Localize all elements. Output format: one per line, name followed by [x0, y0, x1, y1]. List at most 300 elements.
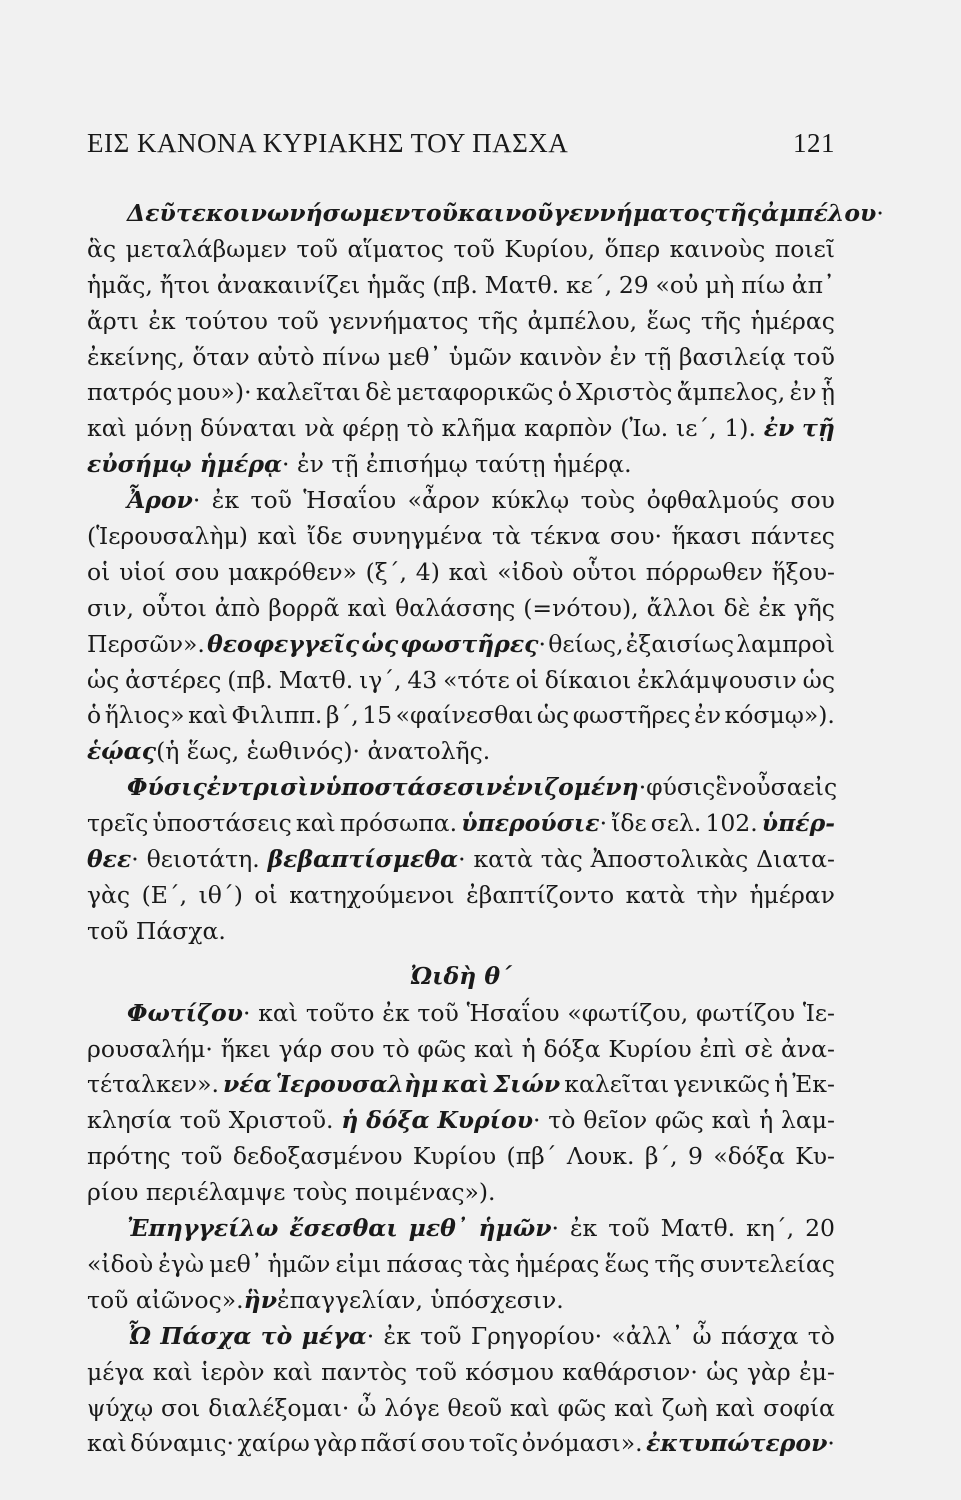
page-number: 121 [793, 128, 835, 158]
word: τὸ [260, 1321, 293, 1350]
text-line [87, 1103, 835, 1139]
word: Κυρίου· [437, 1106, 541, 1135]
word: τῇ [802, 414, 835, 443]
word: Πάσχα [160, 1321, 252, 1350]
word: ἐν [206, 773, 238, 802]
word: τοῦ [608, 1214, 650, 1243]
word: ἔσεσθαι [289, 1214, 398, 1243]
word: δόξα [366, 1106, 430, 1135]
text-line [87, 770, 838, 806]
word: ἄλλοι [646, 593, 716, 622]
word: πίνω [322, 342, 381, 371]
word: θεε· [87, 845, 139, 874]
text-line [87, 1355, 835, 1391]
text-line [87, 1247, 835, 1283]
word: Λουκ. [566, 1142, 635, 1171]
word: ἡμᾶς, [87, 270, 153, 299]
word: μέγα· [301, 1321, 375, 1350]
word: καὶ [711, 1106, 752, 1135]
word: κλησία [87, 1106, 172, 1135]
word: λαμπροὶ [736, 629, 835, 658]
word: τοῦ [296, 234, 338, 263]
word: μεθ᾿ [209, 1249, 263, 1278]
word: θεοῦ [447, 1393, 503, 1422]
word: καὶ [295, 809, 336, 838]
text-line [87, 1391, 835, 1427]
word: οὗτοι [572, 557, 638, 586]
word: θείως, [548, 629, 624, 658]
word: φέρῃ [342, 414, 399, 443]
word: Περσῶν». [87, 629, 205, 658]
word: μεταφορικῶς [396, 378, 554, 407]
word: (Ἰω. [620, 414, 669, 443]
text-line [87, 483, 835, 519]
word: ἑνιζομένη· [502, 773, 647, 802]
running-header [87, 128, 835, 172]
text-line [87, 268, 835, 304]
word: πρόσωπα. [339, 809, 458, 838]
word: σου [790, 486, 835, 515]
word: Ὦ [127, 1321, 152, 1350]
word: ἡμέρας [750, 306, 835, 335]
word: δύναται [200, 414, 297, 443]
word: δὲ [723, 593, 751, 622]
word: βορρᾶ [268, 593, 340, 622]
text-line [87, 1067, 835, 1103]
word: καὶ [509, 1393, 550, 1422]
word: ἡμῶν· [478, 1214, 559, 1243]
word: ὑπέρ- [761, 809, 835, 838]
word: πρότης [87, 1142, 171, 1171]
word: ἀνακαινίζει [216, 270, 361, 299]
word: 102. [705, 809, 758, 838]
word: οἱ [515, 665, 539, 694]
word: συνηγμένα [352, 522, 483, 551]
word: Φιλιππ. [231, 701, 323, 730]
word: τέταλκεν». [87, 1070, 219, 1099]
word: πάσχα [721, 1321, 799, 1350]
word: τοῦ [453, 234, 495, 263]
word: ἓν [715, 773, 743, 802]
word: ἥκασι [671, 522, 742, 551]
word: κόσμῳ»). [724, 701, 835, 730]
word: «τότε [443, 665, 510, 694]
word: φωτίζου [695, 998, 795, 1027]
word: Γρηγορίου· [470, 1321, 603, 1350]
word: σου [330, 1034, 375, 1063]
word: ἐπὶ [699, 1034, 737, 1063]
text-line [87, 411, 835, 447]
word: νὰ [304, 414, 335, 443]
word: καὶ [473, 1034, 514, 1063]
word: ὡς [802, 665, 835, 694]
word: Ματθ. [484, 270, 560, 299]
word: β΄, [644, 1142, 678, 1171]
word: ὑπερούσιε· [461, 809, 608, 838]
word: Ἀποστολικὰς [590, 845, 749, 874]
word: πᾶσί [360, 1429, 418, 1458]
word: πόρρωθεν [645, 557, 763, 586]
word: θειοτάτη. [146, 845, 260, 874]
word: (Ἱερουσαλὴμ) [87, 522, 248, 551]
word: ἐν [763, 414, 795, 443]
word: ὡς [536, 701, 570, 730]
word: πάντες [751, 522, 835, 551]
word: τοῦ [420, 1321, 462, 1350]
word: ἀπὸ [214, 593, 261, 622]
word: «φωτίζου, [567, 998, 689, 1027]
text-line [87, 519, 835, 555]
word: ιε΄, [675, 414, 717, 443]
word: τὸ [382, 1034, 410, 1063]
word: ἐν [789, 378, 817, 407]
word: καὶ [257, 522, 298, 551]
word: ὅταν [192, 342, 250, 371]
word: οὗτοι [141, 593, 207, 622]
word: τοῦ [250, 486, 292, 515]
word: τὸ [548, 1106, 576, 1135]
word: (πβ΄ [506, 1142, 557, 1171]
word: ιγ΄, [359, 665, 402, 694]
word: τούτου [185, 306, 268, 335]
word: σιν, [87, 593, 135, 622]
word: χαίρω [237, 1429, 310, 1458]
word: ἡ [521, 1034, 536, 1063]
word: Χριστὸς [576, 378, 673, 407]
word: μεταλάβωμεν [125, 234, 288, 263]
word: πίω [741, 270, 786, 299]
word: μέγα [87, 1357, 145, 1386]
word: ᾗ [820, 378, 835, 407]
word: μεθ᾿ [408, 1214, 468, 1243]
text-line: εὐσήμῳ ἡμέρᾳ · ἐν τῇ ἐπισήμῳ ταύτῃ ἡμέρᾳ. [87, 450, 632, 479]
text-line [87, 806, 835, 842]
word: τοῦτο [305, 998, 375, 1027]
word: ἐκ [383, 1321, 411, 1350]
word: γῆς [793, 593, 835, 622]
word: κε΄, [565, 270, 613, 299]
word: κατὰ [473, 845, 533, 874]
word: αὐτὸ [257, 342, 315, 371]
word: Δεῦτε [127, 199, 206, 227]
word: λόγε [384, 1393, 440, 1422]
word: παντὸς [321, 1357, 408, 1386]
word: φύσις [646, 773, 716, 802]
word: Διατα- [756, 845, 835, 874]
word: ρουσαλήμ· [87, 1034, 213, 1063]
word: «φαίνεσθαι [395, 701, 534, 730]
text-line [87, 698, 835, 734]
word: ἀστέρες [125, 665, 222, 694]
word: ἥλιος» [104, 701, 185, 730]
word: μου»)· [176, 378, 252, 407]
section-heading: Ὠιδὴ θ΄ [410, 961, 512, 990]
word: λαμ- [781, 1106, 835, 1135]
word: ἕως [604, 1249, 650, 1278]
text-line: τοῦ Πάσχα. [87, 916, 226, 945]
word: καὶ [272, 1357, 313, 1386]
word: ἀμπέλου· [761, 199, 884, 227]
word: γάρ [278, 1034, 323, 1063]
word: κη΄, [746, 1214, 795, 1243]
word: γεννήματος [553, 199, 714, 227]
word: καὶ [188, 701, 228, 730]
word: τὸ [406, 414, 434, 443]
word: ὦ [357, 1393, 377, 1422]
word: καὶ [258, 998, 299, 1027]
word: τῆς [654, 1249, 695, 1278]
word: Κυ- [795, 1142, 835, 1171]
word: οἱ [254, 880, 278, 909]
word: ὑμῶν [448, 342, 512, 371]
word: τοὺς [580, 486, 636, 515]
word: τοῖς [468, 1429, 519, 1458]
word: β΄, [325, 701, 359, 730]
text-line [87, 555, 835, 591]
word: ἃς [87, 234, 117, 263]
word: καὶ [448, 557, 489, 586]
word: κοινωνήσωμεν [205, 199, 411, 227]
word: ἴδε [611, 809, 647, 838]
word: Ματθ. [278, 665, 354, 694]
word: ἴδε [306, 522, 343, 551]
word: ἐν [694, 701, 722, 730]
word: φῶς [557, 1393, 607, 1422]
word: καρπὸν [524, 414, 613, 443]
word: Κυρίου [412, 1142, 497, 1171]
word: σοι [160, 1393, 201, 1422]
word: Ἱε- [802, 998, 835, 1027]
word: οἱ [87, 557, 111, 586]
word: τὴν [696, 880, 738, 909]
word: τῇ [644, 342, 672, 371]
text-line [87, 878, 835, 914]
word: ὁ [87, 701, 102, 730]
word: ἡμέρας [515, 1249, 600, 1278]
word: γὰρ [313, 1429, 358, 1458]
word: δύναμις· [130, 1429, 235, 1458]
text-line [87, 340, 835, 376]
word: ἄμπελος, [676, 378, 786, 407]
word: καὶ [614, 1393, 654, 1422]
word: φῶς [655, 1106, 704, 1135]
word: ἡμῶν [267, 1249, 331, 1278]
word: (πβ. [227, 665, 273, 694]
word: θεοφεγγεῖς [207, 629, 360, 658]
word: νέα [223, 1070, 272, 1099]
word: Φωτίζου· [127, 998, 251, 1027]
running-title: ΕΙΣ ΚΑΝΟΝΑ ΚΥΡΙΑΚΗΣ ΤΟΥ ΠΑΣΧΑ [87, 128, 569, 158]
word: τοῦ [410, 199, 458, 227]
word: ἐκτυπώτερον· [646, 1429, 835, 1458]
word: δὲ [365, 378, 393, 407]
text-line: ἑῴας (ἡ ἕως, ἑωθινός)· ἀνατολῆς. [87, 737, 491, 766]
word: Κυρίου [608, 1034, 692, 1063]
word: καὶ [87, 1429, 127, 1458]
word: τοῦ [179, 1106, 222, 1135]
word: ἡ [759, 1106, 774, 1135]
word: εἰμι [335, 1249, 382, 1278]
text-line [87, 232, 835, 268]
word: αἵματος [347, 234, 444, 263]
word: «δόξα [713, 1142, 785, 1171]
commentary-text [87, 196, 884, 1462]
word: κύκλῳ [491, 486, 570, 515]
word: τοῦ [793, 342, 835, 371]
word: συντελείας [699, 1249, 835, 1278]
word: 15 [362, 701, 393, 730]
word: ἐν [609, 342, 637, 371]
word: οὖσα [742, 773, 803, 802]
word: ἐκ [211, 486, 240, 515]
word: ἐκ [758, 593, 786, 622]
word: μὴ [705, 270, 735, 299]
word: τὰς [467, 1249, 510, 1278]
word: μεθ᾿ [387, 342, 442, 371]
word: ἡ [341, 1106, 359, 1135]
word: ἐκείνης, [87, 342, 185, 371]
word: ὡς [87, 665, 120, 694]
word: ἐξαισίως [625, 629, 735, 658]
text-line [87, 1211, 835, 1247]
word: θεῖον [583, 1106, 648, 1135]
word: τοῦ [417, 998, 459, 1027]
word: ὅπερ [604, 234, 661, 263]
word: ἀνα- [781, 1034, 835, 1063]
text-line [87, 1319, 835, 1355]
word: τὰς [540, 845, 583, 874]
word: ὡς [706, 1357, 739, 1386]
word: ἐκ [569, 1214, 598, 1243]
word: τοῦ [277, 306, 319, 335]
word: τρισὶν [237, 773, 326, 802]
word: ἐμ- [799, 1357, 835, 1386]
word: καὶ [715, 1393, 756, 1422]
word: ἡμέραν [749, 880, 835, 909]
word: Ἡσαΐου [303, 486, 397, 515]
word: Ἱερουσαλὴμ [275, 1070, 439, 1099]
word: γεννήματος [328, 306, 469, 335]
word: τοῦ [415, 1357, 457, 1386]
word: σου [174, 557, 220, 586]
word: ποιεῖ [774, 234, 835, 263]
word: υἱοί [119, 557, 167, 586]
word: ὑποστάσεις [152, 809, 292, 838]
text-line [87, 842, 835, 878]
word: διαλέξομαι· [208, 1393, 350, 1422]
word: βεβαπτίσμεθα· [267, 845, 466, 874]
word: κόσμου [465, 1357, 554, 1386]
word: ἄρτι [87, 306, 139, 335]
word: κατὰ [625, 880, 686, 909]
word: (=νότου), [523, 593, 639, 622]
word: σὲ [744, 1034, 774, 1063]
word: τὰ [491, 522, 521, 551]
word: γὰς [87, 880, 131, 909]
word: ἀπ᾿ [791, 270, 835, 299]
text-line [87, 663, 835, 699]
word: γὰρ [746, 1357, 791, 1386]
word: καινοὺς [669, 234, 766, 263]
text-line [87, 196, 884, 232]
word: 9 [688, 1142, 703, 1171]
word: Κυρίου, [504, 234, 596, 263]
word: καθάρσιον· [562, 1357, 698, 1386]
word: σελ. [650, 809, 702, 838]
word: τοῦ [181, 1142, 223, 1171]
word: θαλάσσης [395, 593, 516, 622]
word: τέκνα [530, 522, 601, 551]
word: καὶ [87, 414, 127, 443]
word: κατηχούμενοι [289, 880, 455, 909]
word: ὦ [692, 1321, 712, 1350]
word: δόξα [543, 1034, 601, 1063]
word: ἱερὸν [200, 1357, 265, 1386]
word: «ἆρον [407, 486, 481, 515]
word: καινὸν [519, 342, 603, 371]
word: 43 [407, 665, 438, 694]
word: Χριστοῦ. [228, 1106, 334, 1135]
text-line [87, 1426, 835, 1462]
word: 4) [415, 557, 440, 586]
word: (Ε΄, [141, 880, 188, 909]
word: καὶ [152, 1357, 193, 1386]
word: ἥξου- [771, 557, 835, 586]
word: «ἰδοὺ [87, 1249, 154, 1278]
word: καλεῖται [255, 378, 361, 407]
word: φῶς [417, 1034, 467, 1063]
word: ἤτοι [159, 270, 211, 299]
word: δεδοξασμένου [232, 1142, 403, 1171]
word: «οὐ [655, 270, 699, 299]
text-line [87, 375, 835, 411]
word: ἥκει [220, 1034, 271, 1063]
text-line [87, 627, 835, 663]
word: τρεῖς [87, 809, 149, 838]
word: σοφία [763, 1393, 835, 1422]
word: σου· [610, 522, 662, 551]
text-line: ρίου περιέλαμψε τοὺς ποιμένας»). [87, 1178, 496, 1207]
word: καινοῦ [457, 199, 554, 227]
word: ἐκ [148, 306, 176, 335]
word: ὀφθαλμούς [646, 486, 780, 515]
word: ἐκ [382, 998, 410, 1027]
word: ἐκλάμψουσιν [637, 665, 797, 694]
word: ὁ [557, 378, 572, 407]
word: ζωὴ [661, 1393, 708, 1422]
word: ιθ΄) [198, 880, 243, 909]
word: 20 [805, 1214, 835, 1243]
word: ὑποστάσεσιν [325, 773, 503, 802]
word: βασιλείᾳ [678, 342, 786, 371]
text-line [87, 304, 835, 340]
word: καὶ [347, 593, 388, 622]
word: καὶ [442, 1070, 490, 1099]
word: Ἡσαΐου [466, 998, 560, 1027]
word: «ἀλλ᾿ [611, 1321, 684, 1350]
word: γενικῶς [673, 1070, 770, 1099]
word: δίκαιοι [544, 665, 632, 694]
word: Ἐπηγγείλω [127, 1214, 279, 1243]
text-line [87, 996, 835, 1032]
word: ἀμπέλου, [527, 306, 638, 335]
word: Φύσις [127, 773, 207, 802]
text-line [87, 1139, 835, 1175]
word: 1). [724, 414, 756, 443]
word: (πβ. [432, 270, 478, 299]
word: 29 [618, 270, 649, 299]
word: εἰς [802, 773, 838, 802]
